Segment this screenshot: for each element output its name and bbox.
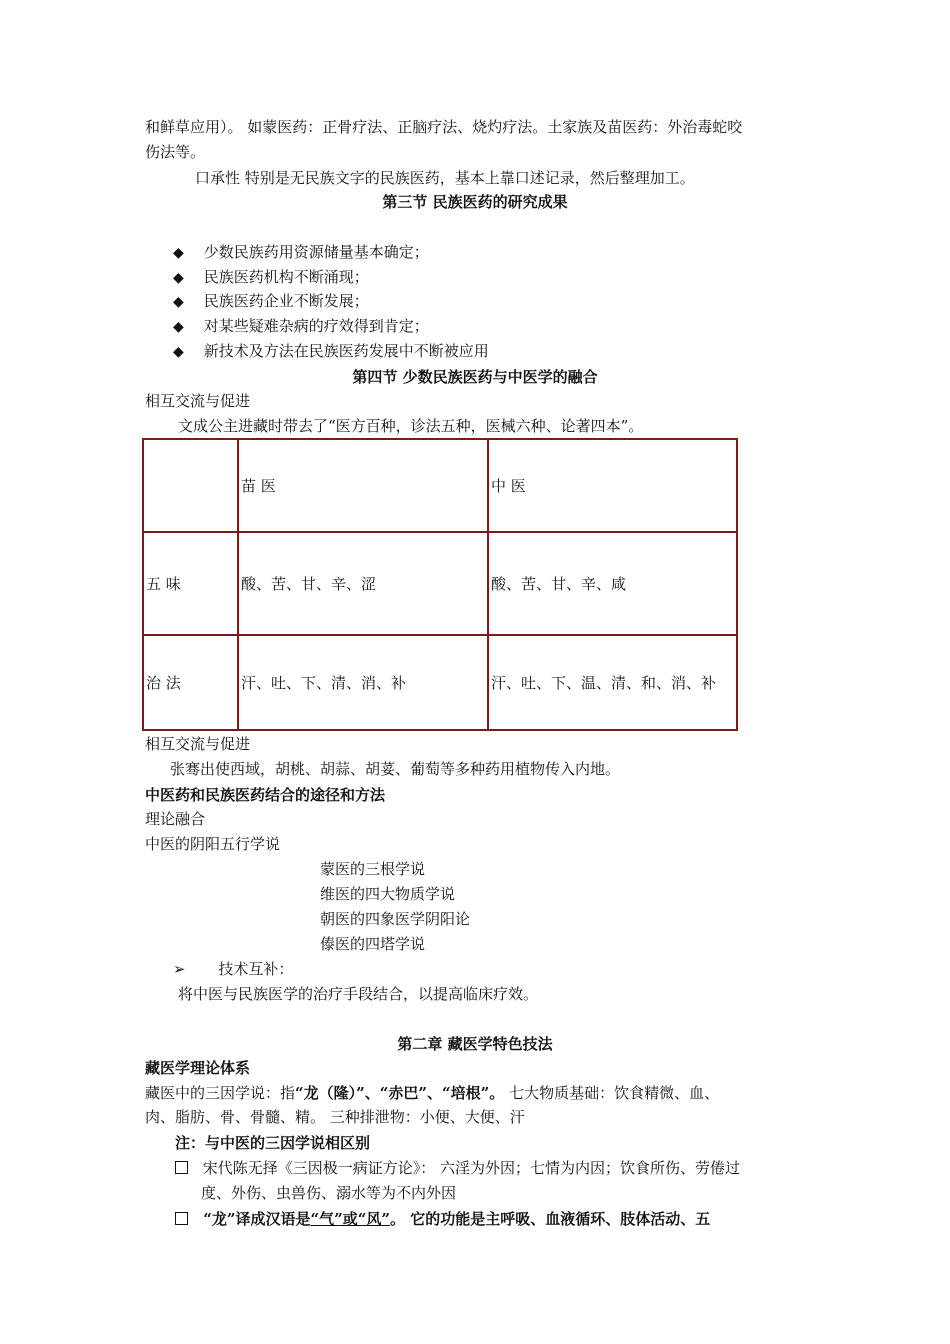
table-cell: 酸、苦、甘、辛、咸 bbox=[488, 532, 737, 635]
text-run: 七大物质基础：饮食精微、血、 bbox=[504, 1084, 720, 1102]
list-item bbox=[173, 291, 369, 312]
list-item-text: 技术互补： bbox=[218, 960, 294, 978]
list-item-text: 新技术及方法在民族医药发展中不断被应用 bbox=[203, 342, 489, 360]
theory-item: 蒙医的三根学说 bbox=[320, 860, 426, 878]
list-item bbox=[173, 242, 429, 263]
square-bullet-icon bbox=[175, 1161, 188, 1174]
heading: 中医药和民族医药结合的途径和方法 bbox=[145, 786, 386, 804]
diamond-bullet-icon: ◆ bbox=[173, 245, 184, 261]
text-run: 。 它的功能是主呼吸、血液循环、肢体活动、五 bbox=[390, 1210, 711, 1228]
table-header-cell: 中 医 bbox=[488, 439, 737, 532]
table-row bbox=[143, 635, 737, 730]
theory-item: 维医的四大物质学说 bbox=[320, 885, 456, 903]
table-cell: 汗、吐、下、清、消、补 bbox=[238, 635, 488, 730]
list-item-text: 民族医药机构不断涌现； bbox=[203, 268, 369, 286]
diamond-bullet-icon: ◆ bbox=[173, 270, 184, 286]
paragraph-line: 肉、脂肪、骨、骨髓、精。 三种排泄物：小便、大便、汗 bbox=[145, 1108, 525, 1126]
list-item bbox=[175, 1209, 710, 1229]
paragraph-line bbox=[145, 1083, 719, 1103]
underlined-term: “气”或“风” bbox=[310, 1210, 391, 1228]
theory-item: 傣医的四塔学说 bbox=[320, 935, 426, 953]
list-item-text: 少数民族药用资源储量基本确定； bbox=[203, 243, 429, 261]
paragraph-line: 理论融合 bbox=[145, 810, 206, 828]
list-item bbox=[173, 267, 369, 288]
list-item bbox=[173, 316, 429, 337]
text-run: 藏医中的三因学说：指 bbox=[145, 1084, 296, 1102]
section-title: 第三节 民族医药的研究成果 bbox=[382, 193, 568, 211]
list-item bbox=[175, 1158, 740, 1178]
table-cell: 治 法 bbox=[143, 635, 238, 730]
diamond-bullet-icon: ◆ bbox=[173, 344, 184, 360]
heading: 藏医学理论体系 bbox=[145, 1059, 251, 1077]
paragraph-line: 将中医与民族医学的治疗手段结合，以提高临床疗效。 bbox=[178, 985, 539, 1003]
paragraph-line: 中医的阴阳五行学说 bbox=[145, 835, 281, 853]
paragraph-line: 文成公主进藏时带去了“医方百种，诊法五种，医械六种、论著四本”。 bbox=[178, 417, 644, 435]
square-bullet-icon bbox=[175, 1212, 188, 1225]
paragraph-line: 口承性 特别是无民族文字的民族医药，基本上靠口述记录，然后整理加工。 bbox=[195, 169, 695, 187]
paragraph-line: 和鲜草应用）。 如蒙医药：正骨疗法、正脑疗法、烧灼疗法。土家族及苗医药：外治毒蛇咬 bbox=[145, 118, 743, 136]
diamond-bullet-icon: ◆ bbox=[173, 294, 184, 310]
arrow-list-item bbox=[173, 959, 293, 979]
subheading: 相互交流与促进 bbox=[145, 392, 251, 410]
paragraph-line: 张骞出使西域，胡桃、胡蒜、胡荽、葡萄等多种药用植物传入内地。 bbox=[170, 760, 621, 778]
theory-item: 朝医的四象医学阴阳论 bbox=[320, 910, 471, 928]
paragraph-line: 度、外伤、虫兽伤、溺水等为不内外因 bbox=[201, 1184, 457, 1202]
bold-term: “龙（隆）”、“赤巴”、“培根”。 bbox=[295, 1084, 505, 1102]
table-cell: 酸、苦、甘、辛、涩 bbox=[238, 532, 488, 635]
list-item bbox=[173, 341, 489, 362]
chapter-title: 第二章 藏医学特色技法 bbox=[397, 1035, 553, 1053]
comparison-table bbox=[142, 438, 738, 731]
diamond-bullet-icon: ◆ bbox=[173, 319, 184, 335]
table-header-cell: 苗 医 bbox=[238, 439, 488, 532]
table-cell: 五 味 bbox=[143, 532, 238, 635]
arrow-bullet-icon: ➢ bbox=[173, 960, 186, 978]
note: 注：与中医的三因学说相区别 bbox=[175, 1134, 371, 1152]
table-cell: 汗、吐、下、温、清、和、消、补 bbox=[488, 635, 737, 730]
section-title: 第四节 少数民族医药与中医学的融合 bbox=[352, 368, 598, 386]
list-item-text: 民族医药企业不断发展； bbox=[203, 292, 369, 310]
list-item-text: 宋代陈无择《三因极一病证方论》： 六淫为外因；七情为内因；饮食所伤、劳倦过 bbox=[202, 1159, 741, 1177]
text-run: “龙”译成汉语是 bbox=[203, 1210, 311, 1228]
paragraph-line: 伤法等。 bbox=[145, 143, 206, 161]
subheading: 相互交流与促进 bbox=[145, 735, 251, 753]
table-row bbox=[143, 532, 737, 635]
table-header-row bbox=[143, 439, 737, 532]
list-item-text: 对某些疑难杂病的疗效得到肯定； bbox=[203, 317, 429, 335]
table-header-cell bbox=[143, 439, 238, 532]
